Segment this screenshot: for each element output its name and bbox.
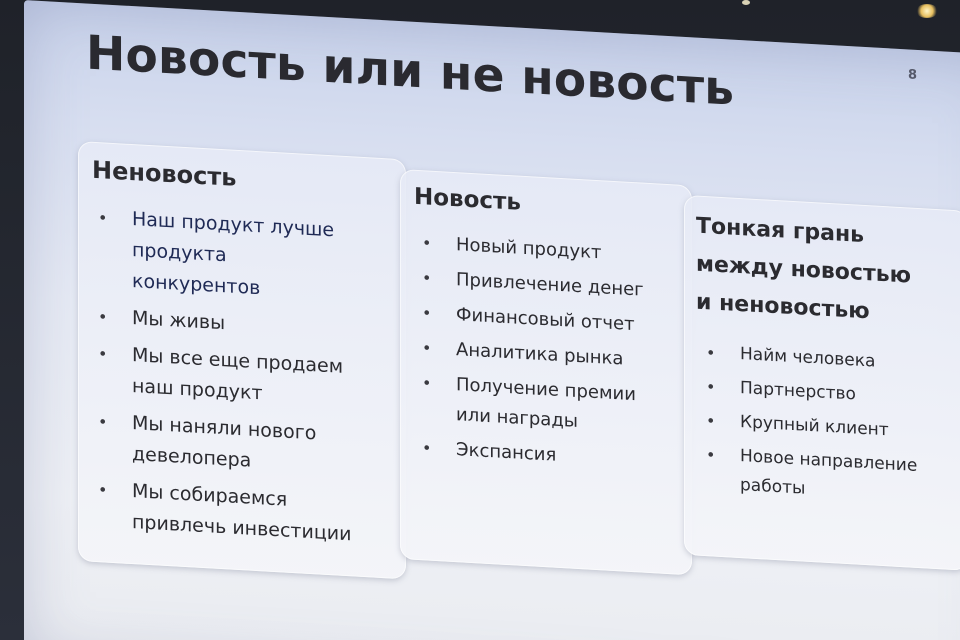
bullet-icon: • [706, 445, 716, 465]
bullet-list [416, 228, 686, 483]
list-item: • Наш продукт лучше продукта конкурентов [92, 202, 392, 312]
list-item: • Партнерство [700, 372, 950, 415]
list-item: • Новый продукт [416, 228, 686, 273]
list-item: • Найм человека [700, 338, 950, 381]
column-thin-line [684, 195, 960, 571]
list-item: • Мы живы [92, 301, 392, 349]
column-heading: Тонкая грань между новостью и неновостью [696, 213, 912, 325]
list-item: • Экспансия [416, 433, 686, 478]
list-item: • Крупный клиент [700, 406, 950, 449]
ceiling-light-icon [742, 0, 750, 5]
list-item: • Мы наняли нового девелопера [92, 406, 392, 485]
bullet-icon: • [706, 411, 716, 431]
bullet-icon: • [422, 373, 432, 393]
list-item: • Получение премии или награды [416, 368, 686, 443]
list-item: • Привлечение денег [416, 263, 686, 308]
slide-page-number: 8 [908, 67, 918, 83]
bullet-icon: • [98, 480, 108, 500]
column-heading: Неновость [92, 155, 237, 192]
column-not-news [78, 141, 406, 579]
projected-slide [24, 0, 960, 640]
bullet-icon: • [422, 233, 432, 253]
list-item: • Новое направление работы [700, 440, 950, 512]
slide-title: Новость или не новость [86, 25, 735, 117]
bullet-icon: • [706, 377, 716, 397]
list-item: • Аналитика рынка [416, 333, 686, 378]
bullet-icon: • [98, 208, 108, 228]
ceiling-lamp-icon [916, 4, 938, 18]
list-item: • Мы собираемся привлечь инвестиции [92, 474, 392, 553]
column-news [400, 169, 692, 575]
bullet-icon: • [98, 344, 108, 364]
bullet-icon: • [422, 338, 432, 358]
column-heading: Новость [414, 183, 521, 216]
bullet-icon: • [422, 268, 432, 288]
bullet-icon: • [98, 307, 108, 327]
bullet-list [700, 338, 950, 517]
list-item: • Финансовый отчет [416, 298, 686, 343]
bullet-icon: • [98, 412, 108, 432]
bullet-icon: • [422, 438, 432, 458]
bullet-icon: • [706, 343, 716, 363]
bullet-icon: • [422, 303, 432, 323]
bullet-list [92, 202, 392, 559]
list-item: • Мы все еще продаем наш продукт [92, 338, 392, 417]
